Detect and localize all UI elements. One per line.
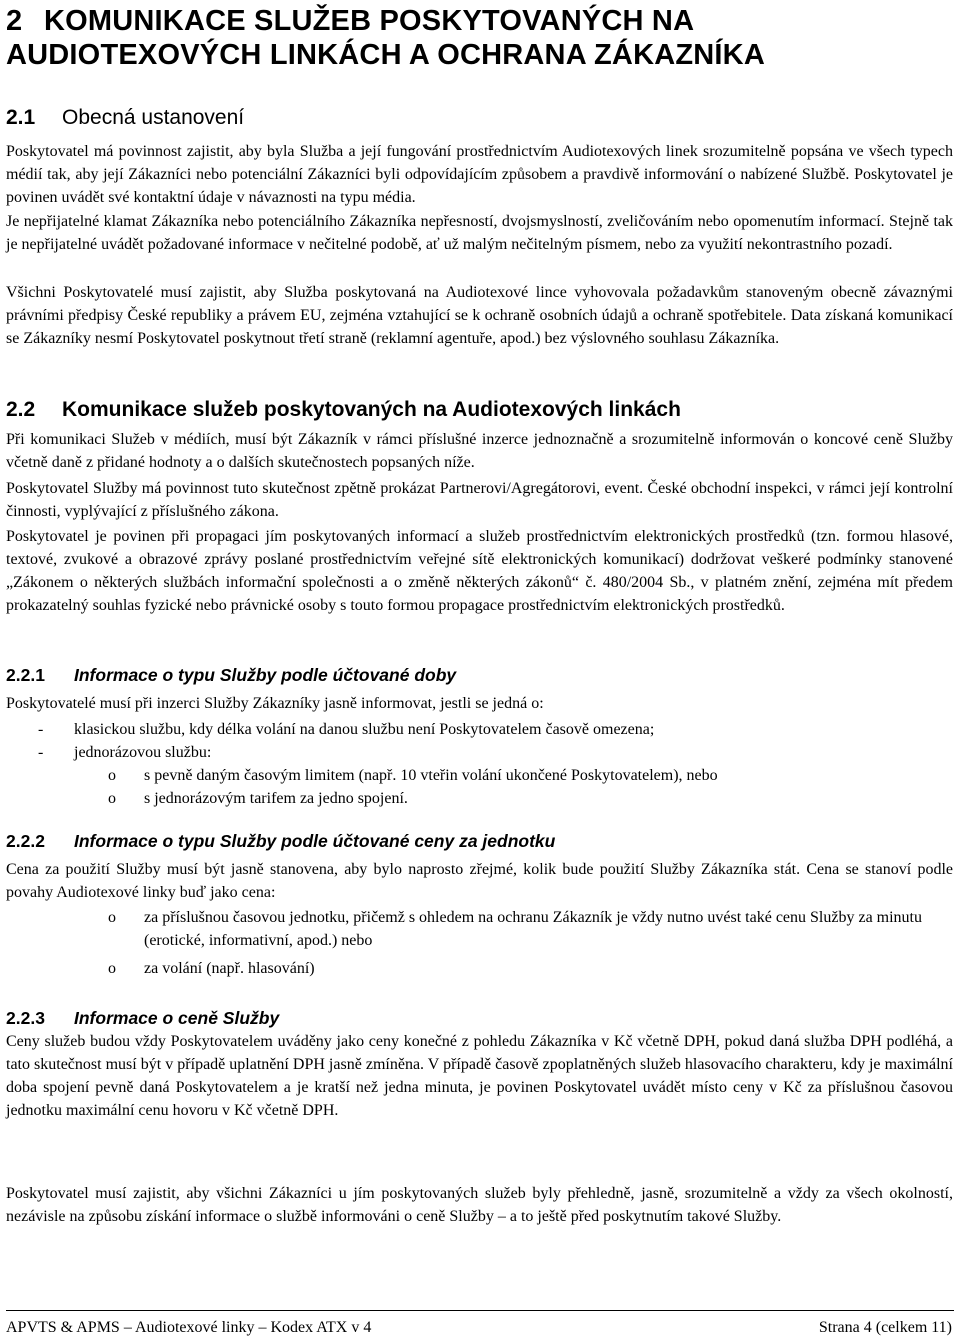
subsection-heading-2-2-3 — [6, 1007, 279, 1029]
section-number: 2.1 — [6, 106, 36, 129]
circle-bullet: o — [108, 767, 116, 784]
sub-list-item — [108, 787, 956, 810]
paragraph: Všichni Poskytovatelé musí zajistit, aby Služba poskytovaná na Audiotexové lince vyhovovala požadavkům stanoveným obecně závaznými právními předpisy České republiky a právem EU, zejména vztahující se k ochraně osobních údajů a ochraně spotřebitele. Data získaná komunikací se Zákazníky nesmí Poskytovatel poskytnout třetí straně (reklamní agentuře, apod.) bez výslovného souhlasu Zákazníka. — [6, 284, 953, 347]
sub-list-item — [108, 764, 956, 787]
section-heading-2-1 — [6, 105, 244, 131]
section-title: Obecná ustanovení — [62, 106, 245, 129]
footer-divider — [6, 1310, 954, 1311]
subsection-heading-2-2-2 — [6, 830, 555, 852]
paragraph: Poskytovatelé musí při inzerci Služby Zákazníky jasně informovat, jestli se jedná o: — [6, 695, 544, 712]
subsection-title: Informace o typu Služby podle účtované ceny za jednotku — [74, 831, 556, 851]
list-item-text: za volání (např. hlasování) — [144, 960, 315, 977]
circle-bullet: o — [108, 960, 116, 977]
list-item-text: jednorázovou službu: — [74, 744, 212, 761]
circle-bullet: o — [108, 909, 116, 926]
subsection-number: 2.2.2 — [6, 831, 45, 851]
list-item-text: s pevně daným časovým limitem (např. 10 vteřin volání ukončené Poskytovatelem), nebo — [144, 767, 718, 784]
sub-list-item — [108, 906, 956, 952]
section-heading-2-2 — [6, 397, 681, 423]
list-item — [38, 741, 956, 764]
section-number: 2.2 — [6, 398, 36, 421]
dash-bullet: - — [38, 721, 44, 738]
paragraph: Poskytovatel Služby má povinnost tuto skutečnost zpětně prokázat Partnerovi/Agregátorovi, event. České obchodní inspekci, v rámci její kontrolní činnosti, vyplývající z příslušného zákona. — [6, 480, 953, 520]
paragraph: Poskytovatel musí zajistit, aby všichni Zákazníci u jím poskytovaných služeb byly přehledně, jasně, srozumitelně a vždy za všech okolností, nezávisle na způsobu získání informace o službě informováni o ceně Služby – a to ještě před poskytnutím takové Služby. — [6, 1185, 953, 1225]
subsection-number: 2.2.3 — [6, 1008, 45, 1028]
circle-bullet: o — [108, 790, 116, 807]
dash-bullet: - — [38, 744, 44, 761]
list-item — [38, 718, 956, 741]
sub-list-item — [108, 957, 956, 980]
paragraph: Při komunikaci Služeb v médiích, musí být Zákazník v rámci příslušné inzerce jednoznačně a srozumitelně informován o koncové ceně Služby včetně daně z přidané hodnoty a o dalších skutečnostech popsaných níže. — [6, 431, 953, 471]
chapter-number: 2 — [6, 5, 23, 37]
section-title: Komunikace služeb poskytovaných na Audiotexových linkách — [62, 398, 681, 421]
chapter-title-line1: KOMUNIKACE SLUŽEB POSKYTOVANÝCH NA — [44, 5, 695, 37]
paragraph: Poskytovatel má povinnost zajistit, aby byla Služba a její fungování prostřednictvím Audiotexových linek srozumitelně popsána ve všech typech médií tak, aby její Zákazníci nebo potenciální Zákazníci byli odpovídajícím způsobem a pravdivě informování o nabízené Službě. Poskytovatel je povinen uvádět své kontaktní údaje v návaznosti na typu média. — [6, 143, 953, 206]
paragraph: Poskytovatel je povinen při propagaci jím poskytovaných informací a služeb prostřednictvím elektronických prostředků (tzn. formou hlasové, textové, zvukové a obrazové zprávy poslané prostřednictvím veřejné sítě elektronických komunikací) dodržovat veškeré podmínky stanovené „Zákonem o některých službách informační společnosti a o změně některých zákonů“ č. 480/2004 Sb., v platném znění, zejména mít předem prokazatelný souhlas fyzické nebo právnické osoby s touto formou propagace prostřednictvím elektronických prostředků. — [6, 528, 953, 614]
paragraph: Je nepřijatelné klamat Zákazníka nebo potenciálního Zákazníka nepřesností, dvojsmyslností, zveličováním nebo opomenutím informací. Stejně tak je nepřijatelné uvádět požadované informace v nečitelné podobě, ať už malým nečitelným písmem, nebo za využití nekontrastního pozadí. — [6, 213, 953, 253]
paragraph: Cena za použití Služby musí být jasně stanovena, aby bylo naprosto zřejmé, kolik bude použití Služby Zákazníka stát. Cena se stanoví podle povahy Audiotexové linky buď jako cena: — [6, 861, 953, 901]
list-item-text: za příslušnou časovou jednotku, přičemž s ohledem na ochranu Zákazník je vždy nutno uvést také cenu Služby za minutu (erotické, informativní, apod.) nebo — [144, 909, 922, 949]
footer-document-title: APVTS & APMS – Audiotexové linky – Kodex ATX v 4 — [6, 1319, 372, 1336]
subsection-number: 2.2.1 — [6, 665, 45, 685]
chapter-heading — [6, 4, 956, 72]
footer-page-number: Strana 4 (celkem 11) — [818, 1319, 952, 1336]
list-item-text: s jednorázovým tarifem za jedno spojení. — [144, 790, 408, 807]
subsection-title: Informace o typu Služby podle účtované doby — [74, 665, 457, 685]
subsection-heading-2-2-1 — [6, 664, 456, 686]
subsection-title: Informace o ceně Služby — [74, 1008, 280, 1028]
chapter-title-line2: AUDIOTEXOVÝCH LINKÁCH A OCHRANA ZÁKAZNÍKA — [6, 39, 765, 71]
paragraph: Ceny služeb budou vždy Poskytovatelem uváděny jako ceny konečné z pohledu Zákazníka v Kč včetně DPH, pokud daná služba DPH podléhá, a tato skutečnost musí být v případě uplatnění DPH jasně zmíněna. V případě časově zpoplatněných služeb hlasovacího charakteru, kdy je maximální doba spojení pevně daná Poskytovatelem a je kratší než jedna minuta, je povinen Poskytovatel uvádět místo ceny v Kč za příslušnou časovou jednotku maximální cenu hovoru v Kč včetně DPH. — [6, 1033, 953, 1119]
list-item-text: klasickou službu, kdy délka volání na danou službu není Poskytovatelem časově omezena; — [74, 721, 655, 738]
